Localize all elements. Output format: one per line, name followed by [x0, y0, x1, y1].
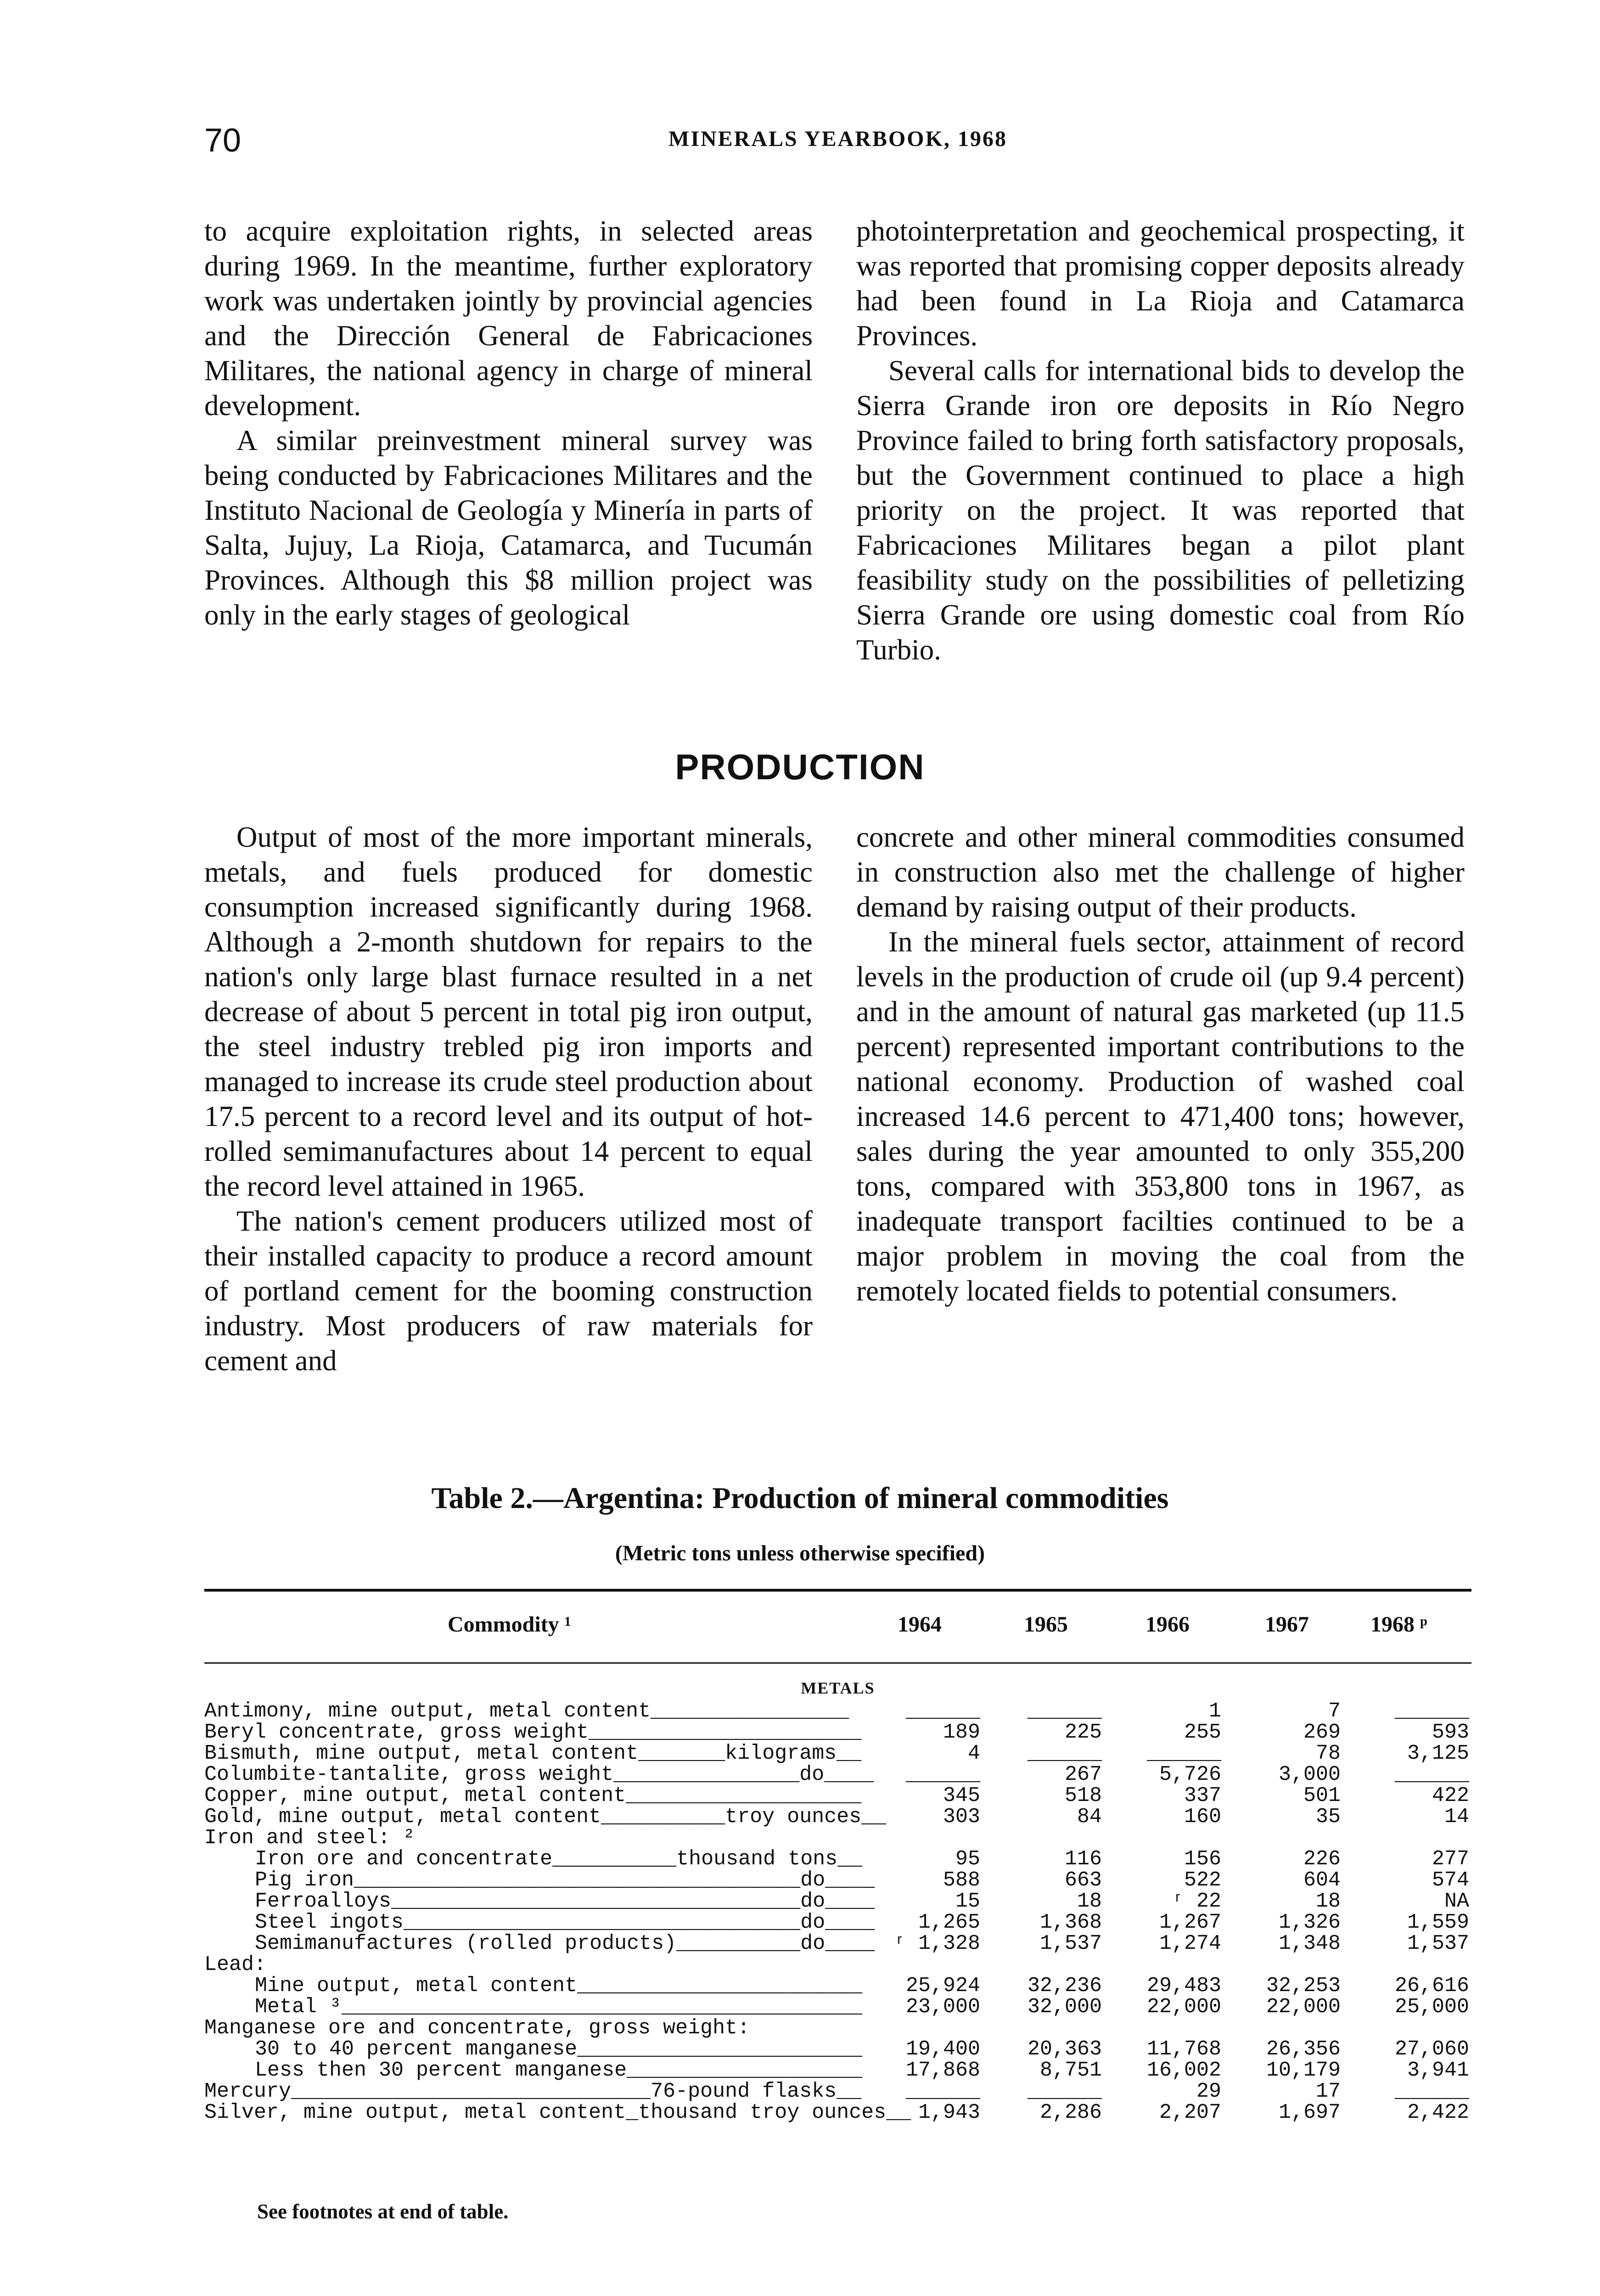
cell-1964: 1,943	[918, 2101, 980, 2124]
cell-1966: 160	[1184, 1805, 1221, 1829]
cell-1966: 29,483	[1146, 1974, 1221, 1998]
cell-1966: 5,726	[1159, 1763, 1221, 1786]
row-label: Steel ingots________________________________do____	[255, 1911, 875, 1934]
cell-1968: 25,000	[1394, 1995, 1469, 2019]
cell-1966: 1,267	[1159, 1911, 1221, 1934]
row-label: Semimanufactures (rolled products)__________do____	[255, 1932, 875, 1955]
cell-1968: 1,559	[1407, 1911, 1469, 1934]
row-label: Silver, mine output, metal content_thousand troy ounces__	[204, 2101, 911, 2124]
cell-1967: 1,697	[1278, 2101, 1341, 2124]
column-header-1964: 1964	[898, 1612, 942, 1637]
table-row	[204, 1995, 1471, 2019]
row-label: Copper, mine output, metal content___________________	[204, 1784, 862, 1807]
row-label: Iron and steel: ²	[204, 1826, 415, 1850]
cell-1968: 3,125	[1407, 1742, 1469, 1765]
cell-1964: 303	[943, 1805, 980, 1829]
cell-1967: 22,000	[1266, 1995, 1341, 2019]
row-label: Antimony, mine output, metal content________________	[204, 1699, 849, 1723]
paragraph: concrete and other mineral commodities consumed in construction also met the challenge of higher demand by raising output of their products.	[856, 821, 1465, 923]
cell-1964: 588	[943, 1868, 980, 1892]
cell-1965: 2,286	[1039, 2101, 1102, 2124]
cell-1965: 32,236	[1027, 1974, 1102, 1998]
section-label-metals: METALS	[801, 1679, 875, 1697]
cell-1966: 255	[1184, 1721, 1221, 1744]
cell-1964: 15	[955, 1890, 980, 1913]
cell-1966: 29	[1196, 2080, 1221, 2103]
row-label: Metal ³__________________________________________	[255, 1995, 863, 2019]
table-row	[204, 1699, 1471, 1721]
cell-1967: 17	[1315, 2080, 1341, 2103]
cell-1964: 189	[943, 1721, 980, 1744]
table-header	[204, 1612, 1471, 1649]
cell-1967: 1,326	[1278, 1911, 1341, 1934]
cell-1968: 574	[1432, 1868, 1469, 1892]
column-header-1968: 1968 ᵖ	[1370, 1612, 1427, 1637]
cell-1967: 269	[1303, 1721, 1341, 1744]
table-row	[204, 2080, 1471, 2101]
cell-1966: 11,768	[1146, 2037, 1221, 2061]
paragraph: Several calls for international bids to develop the Sierra Grande iron ore deposits in Río Negro Province failed to bring forth satisfactory proposals, but the Government continued to place a high priority on the project. It was reported that Fabricaciones Militares began a pilot plant feasibility study on the possibilities of pelletizing Sierra Grande ore using domestic coal from Río Turbio.	[856, 355, 1465, 666]
cell-1964: 345	[943, 1784, 980, 1807]
cell-1967: 7	[1328, 1699, 1341, 1723]
table-row	[204, 1911, 1471, 1932]
cell-1968: 3,941	[1407, 2059, 1469, 2082]
cell-1967: 10,179	[1266, 2059, 1341, 2082]
cell-1966: 337	[1184, 1784, 1221, 1807]
cell-1964: 17,868	[905, 2059, 980, 2082]
row-label: Pig iron____________________________________do____	[255, 1868, 875, 1892]
column-header-commodity: Commodity ¹	[448, 1612, 572, 1637]
cell-1964: 23,000	[905, 1995, 980, 2019]
intro-right-column	[856, 214, 1465, 667]
table-row	[204, 1890, 1471, 1911]
production-left-column	[204, 820, 813, 1378]
cell-1965: ______	[1027, 2080, 1102, 2103]
row-label: Mine output, metal content_______________________	[255, 1974, 863, 1998]
cell-1967: 226	[1303, 1847, 1341, 1871]
row-label: Columbite-tantalite, gross weight_______________do____	[204, 1763, 874, 1786]
cell-1967: 18	[1315, 1890, 1341, 1913]
column-header-1966: 1966	[1145, 1612, 1190, 1637]
cell-1968: 27,060	[1394, 2037, 1469, 2061]
table-row	[204, 2037, 1471, 2059]
cell-1964: 25,924	[905, 1974, 980, 1998]
row-label: Gold, mine output, metal content__________troy ounces__	[204, 1805, 887, 1829]
cell-1964: 4	[967, 1742, 980, 1765]
cell-1965: 267	[1064, 1763, 1102, 1786]
cell-1967: 3,000	[1278, 1763, 1341, 1786]
table-row	[204, 1826, 1471, 1850]
intro-left-column	[204, 214, 813, 632]
table-header-rule	[204, 1662, 1471, 1664]
cell-1964: 19,400	[905, 2037, 980, 2061]
cell-1968: 1,537	[1407, 1932, 1469, 1955]
table-row	[204, 1721, 1471, 1742]
cell-1966: 16,002	[1146, 2059, 1221, 2082]
table-row	[204, 1868, 1471, 1890]
paragraph: to acquire exploitation rights, in selected areas during 1969. In the meantime, further exploratory work was undertaken jointly by provincial agencies and the Dirección General de Fabricaciones Militares, the national agency in charge of mineral development.	[204, 215, 813, 422]
table-row	[204, 1742, 1471, 1763]
cell-1964: ______	[905, 2080, 980, 2103]
cell-1967: 26,356	[1266, 2037, 1341, 2061]
cell-1967: 501	[1303, 1784, 1341, 1807]
cell-1965: 84	[1077, 1805, 1102, 1829]
cell-1968: ______	[1394, 1699, 1469, 1723]
cell-1964: 95	[955, 1847, 980, 1871]
cell-1965: 1,368	[1039, 1911, 1102, 1934]
cell-1965: 8,751	[1039, 2059, 1102, 2082]
cell-1965: 116	[1064, 1847, 1102, 1871]
cell-1965: 1,537	[1039, 1932, 1102, 1955]
cell-1968: 2,422	[1407, 2101, 1469, 2124]
cell-1965: 663	[1064, 1868, 1102, 1892]
cell-1964: ______	[905, 1699, 980, 1723]
cell-1965: 32,000	[1027, 1995, 1102, 2019]
cell-1968: 422	[1432, 1784, 1469, 1807]
running-title: MINERALS YEARBOOK, 1968	[668, 127, 1007, 151]
table-row	[204, 2101, 1471, 2122]
column-header-1967: 1967	[1265, 1612, 1309, 1637]
table-subtitle: (Metric tons unless otherwise specified)	[615, 1541, 985, 1565]
row-label: Less then 30 percent manganese___________________	[255, 2059, 863, 2082]
page-number: 70	[204, 122, 241, 159]
cell-1968: ______	[1394, 2080, 1469, 2103]
cell-1967: 1,348	[1278, 1932, 1341, 1955]
section-heading-production: PRODUCTION	[675, 747, 925, 787]
cell-1964: ______	[905, 1763, 980, 1786]
cell-1965: 518	[1064, 1784, 1102, 1807]
cell-1966: 522	[1184, 1868, 1221, 1892]
row-label: Iron ore and concentrate__________thousand tons__	[255, 1847, 863, 1871]
cell-1966: 22,000	[1146, 1995, 1221, 2019]
cell-1966: 1,274	[1159, 1932, 1221, 1955]
cell-1968: 26,616	[1394, 1974, 1469, 1998]
table-row	[204, 1805, 1471, 1829]
cell-1965: ______	[1027, 1699, 1102, 1723]
paragraph: In the mineral fuels sector, attainment of record levels in the production of crude oil (up 9.4 percent) and in the amount of natural gas marketed (up 11.5 percent) represented important contributions to the national economy. Production of washed coal increased 14.6 percent to 471,400 tons; however, sales during the year amounted to only 355,200 tons, compared with 353,800 tons in 1967, as inadequate transport facilties continued to be a major problem in moving the coal from the remotely located fields to potential consumers.	[856, 926, 1465, 1307]
cell-1968: NA	[1444, 1890, 1469, 1913]
cell-1968: 593	[1432, 1721, 1469, 1744]
table-row	[204, 1784, 1471, 1805]
paragraph: The nation's cement producers utilized most of their installed capacity to produce a record amount of portland cement for the booming construction industry. Most producers of raw materials for cement and	[204, 1205, 813, 1377]
table-row	[204, 1974, 1471, 1998]
cell-1964: ʳ 1,328	[893, 1932, 980, 1955]
row-label: Mercury_____________________________76-pound flasks__	[204, 2080, 862, 2103]
cell-1967: 78	[1315, 1742, 1341, 1765]
paragraph: A similar preinvestment mineral survey was being conducted by Fabricaciones Militares and the Instituto Nacional de Geología y Minería in parts of Salta, Jujuy, La Rioja, Catamarca, and Tucumán Provinces. Although this $8 million project was only in the early stages of geological	[204, 424, 813, 631]
cell-1966: 156	[1184, 1847, 1221, 1871]
cell-1966: 1	[1208, 1699, 1221, 1723]
page-header	[204, 122, 1471, 163]
cell-1968: 277	[1432, 1847, 1469, 1871]
cell-1967: 604	[1303, 1868, 1341, 1892]
row-label: 30 to 40 percent manganese_______________________	[255, 2037, 863, 2061]
cell-1965: 225	[1064, 1721, 1102, 1744]
production-right-column	[856, 820, 1465, 1308]
table-row	[204, 1763, 1471, 1784]
table-footnote: See footnotes at end of table.	[257, 2200, 509, 2223]
table-title: Table 2.—Argentina: Production of mineral commodities	[431, 1481, 1169, 1515]
row-label: Bismuth, mine output, metal content_______kilograms__	[204, 1742, 862, 1765]
table-body	[204, 1678, 1471, 2122]
cell-1964: 1,265	[918, 1911, 980, 1934]
cell-1967: 32,253	[1266, 1974, 1341, 1998]
table-top-rule	[204, 1589, 1471, 1592]
table-row	[204, 1932, 1471, 1953]
column-header-1965: 1965	[1024, 1612, 1068, 1637]
cell-1965: ______	[1027, 1742, 1102, 1765]
cell-1968: ______	[1394, 1763, 1469, 1786]
cell-1968: 14	[1444, 1805, 1469, 1829]
table-row	[204, 1847, 1471, 1871]
paragraph: photointerpretation and geochemical prospecting, it was reported that promising copper deposits already had been found in La Rioja and Catamarca Provinces.	[856, 215, 1465, 352]
cell-1966: 2,207	[1159, 2101, 1221, 2124]
row-label: Beryl concentrate, gross weight______________________	[204, 1721, 862, 1744]
table-row	[204, 2016, 1471, 2040]
cell-1966: ______	[1146, 1742, 1221, 1765]
cell-1965: 20,363	[1027, 2037, 1102, 2061]
paragraph: Output of most of the more important minerals, metals, and fuels produced for domestic consumption increased significantly during 1968. Although a 2-month shutdown for repairs to the nation's only large blast furnace resulted in a net decrease of about 5 percent in total pig iron output, the steel industry trebled pig iron imports and managed to increase its crude steel production about 17.5 percent to a record level and its output of hot-rolled semimanufactures about 14 percent to equal the record level attained in 1965.	[204, 821, 813, 1202]
table-row	[204, 1953, 1471, 1974]
cell-1966: ʳ 22	[1171, 1890, 1221, 1913]
cell-1967: 35	[1315, 1805, 1341, 1829]
row-label: Lead:	[204, 1953, 267, 1976]
row-label: Manganese ore and concentrate, gross weight:	[204, 2016, 750, 2040]
table-row	[204, 2059, 1471, 2080]
cell-1965: 18	[1077, 1890, 1102, 1913]
row-label: Ferroalloys_________________________________do____	[255, 1890, 875, 1913]
